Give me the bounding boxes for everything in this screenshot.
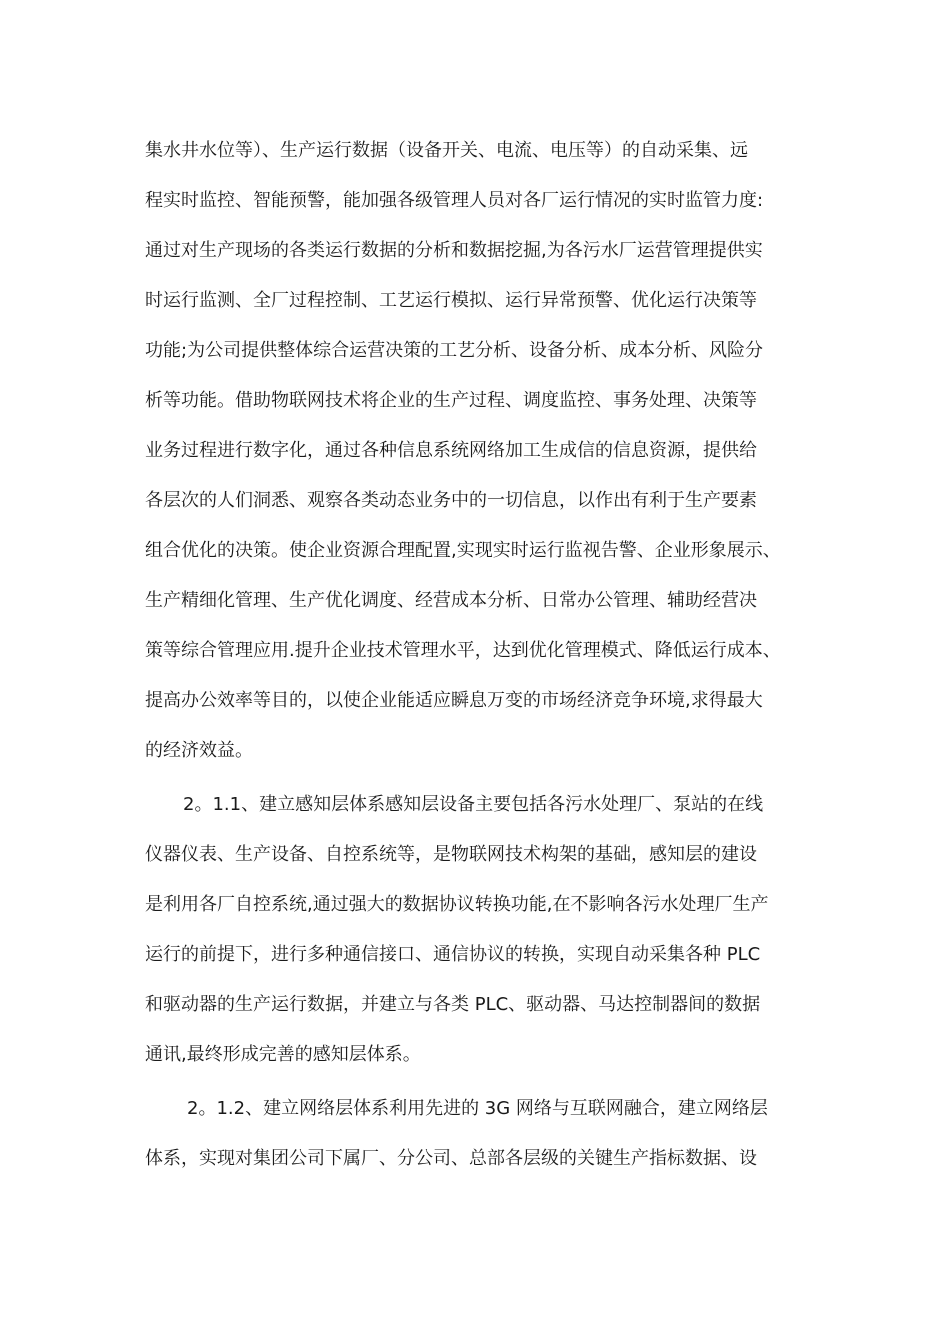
text-line: 析等功能。借助物联网技术将企业的生产过程、调度监控、事务处理、决策等 [145, 390, 757, 411]
document-body [145, 133, 825, 1191]
text-line: 的经济效益。 [145, 740, 253, 761]
text-line: 功能;为公司提供整体综合运营决策的工艺分析、设备分析、成本分析、风险分 [145, 340, 764, 361]
text-line: 生产精细化管理、生产优化调度、经营成本分析、日常办公管理、辅助经营决 [145, 590, 757, 611]
paragraph-1 [145, 133, 825, 783]
text-line: 通讯,最终形成完善的感知层体系。 [145, 1044, 421, 1065]
text-line: 仪器仪表、生产设备、自控系统等，是物联网技术构架的基础，感知层的建设 [145, 844, 757, 865]
paragraph-2 [145, 787, 825, 1087]
text-line: 2。1.1、建立感知层体系感知层设备主要包括各污水处理厂、泵站的在线 [183, 794, 764, 815]
text-line: 2。1.2、建立网络层体系利用先进的 3G 网络与互联网融合，建立网络层 [187, 1098, 768, 1119]
text-line: 提高办公效率等目的，以使企业能适应瞬息万变的市场经济竞争环境,求得最大 [145, 690, 763, 711]
text-line: 组合优化的决策。使企业资源合理配置,实现实时运行监视告警、企业形象展示、 [145, 540, 781, 561]
paragraph-3 [145, 1091, 825, 1191]
text-line: 策等综合管理应用.提升企业技术管理水平，达到优化管理模式、降低运行成本、 [145, 640, 781, 661]
text-line: 业务过程进行数字化，通过各种信息系统网络加工生成信的信息资源，提供给 [145, 440, 757, 461]
text-line: 运行的前提下，进行多种通信接口、通信协议的转换，实现自动采集各种 PLC [145, 944, 761, 965]
text-line: 时运行监测、全厂过程控制、工艺运行模拟、运行异常预警、优化运行决策等 [145, 290, 757, 311]
text-line: 集水井水位等）、生产运行数据（设备开关、电流、电压等）的自动采集、远 [145, 140, 748, 161]
text-line: 体系，实现对集团公司下属厂、分公司、总部各层级的关键生产指标数据、设 [145, 1148, 757, 1169]
text-line: 各层次的人们洞悉、观察各类动态业务中的一切信息，以作出有利于生产要素 [145, 490, 757, 511]
text-line: 程实时监控、智能预警，能加强各级管理人员对各厂运行情况的实时监管力度: [145, 190, 764, 211]
text-line: 和驱动器的生产运行数据，并建立与各类 PLC、驱动器、马达控制器间的数据 [145, 994, 761, 1015]
text-line: 是利用各厂自控系统,通过强大的数据协议转换功能,在不影响各污水处理厂生产 [145, 894, 769, 915]
text-line: 通过对生产现场的各类运行数据的分析和数据挖掘,为各污水厂运营管理提供实 [145, 240, 763, 261]
